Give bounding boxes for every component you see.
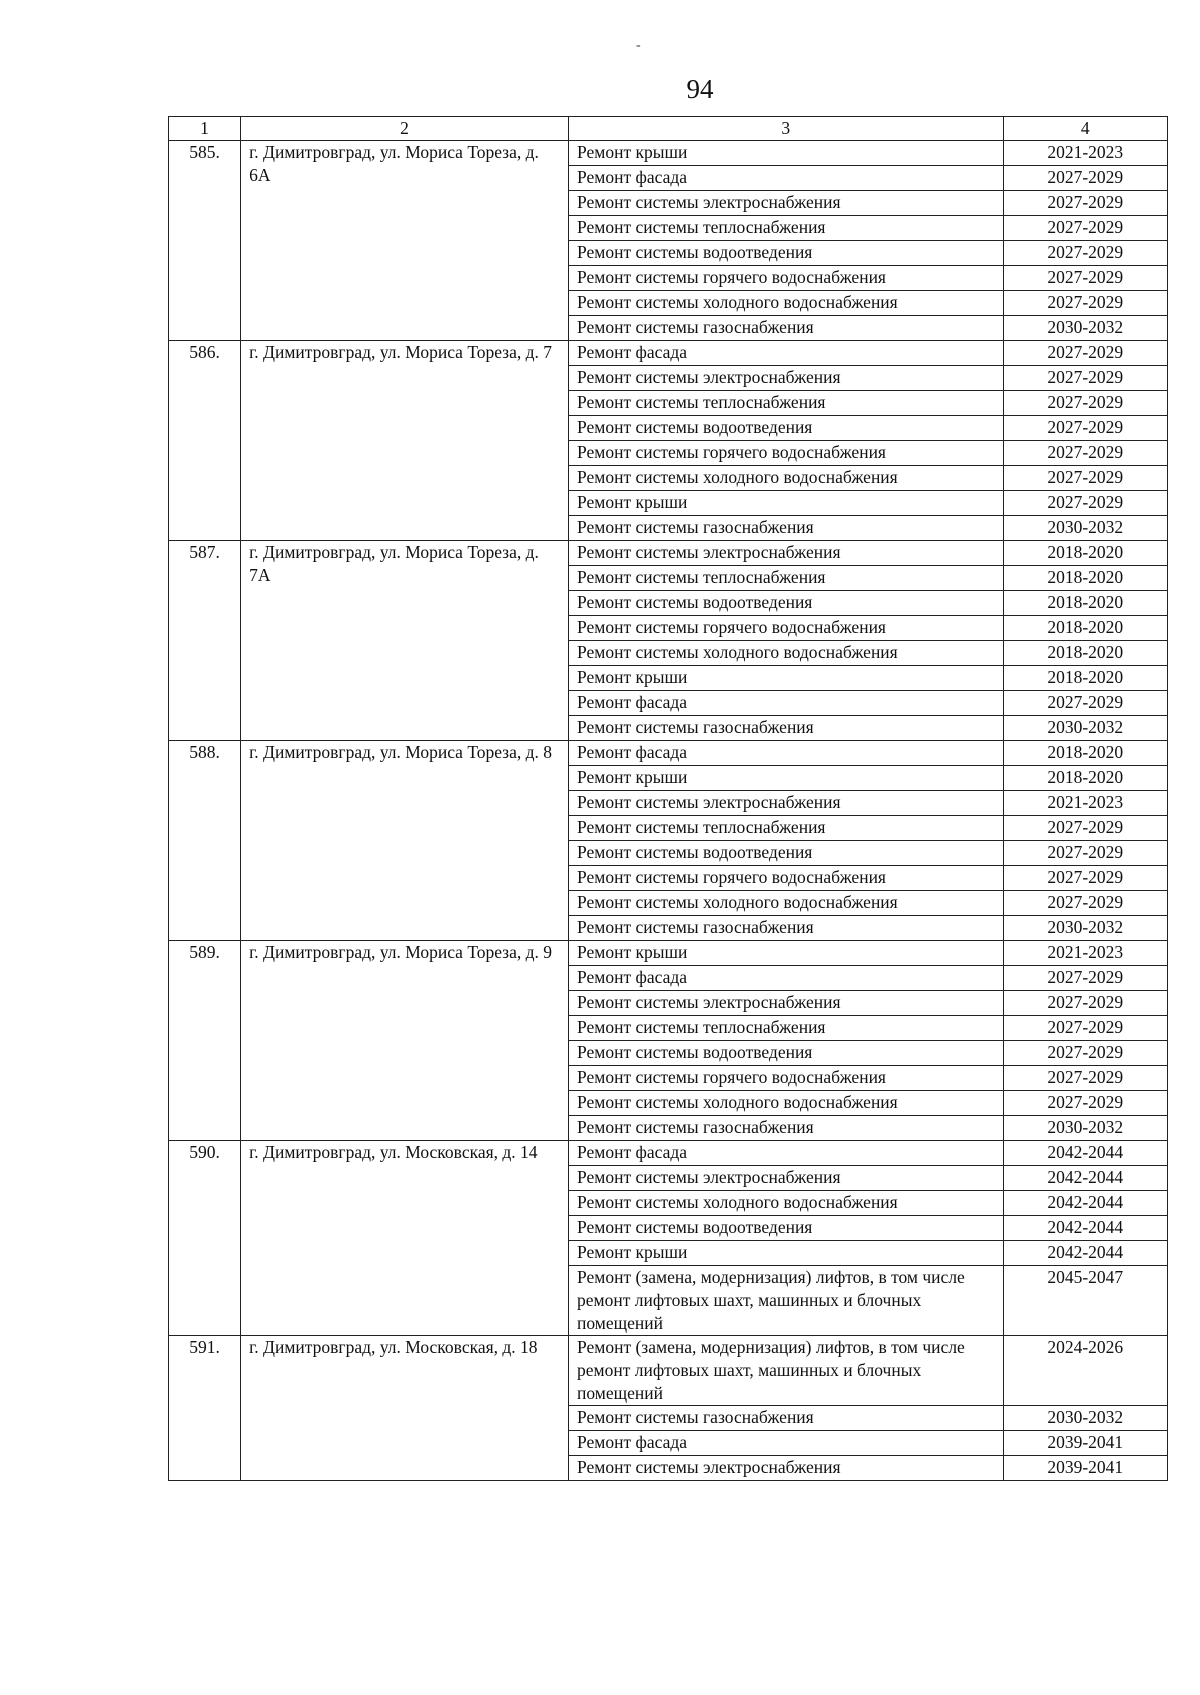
work-period: 2018-2020 xyxy=(1003,566,1167,591)
work-type: Ремонт системы холодного водоснабжения xyxy=(569,641,1004,666)
work-period: 2027-2029 xyxy=(1003,166,1167,191)
entry-address: г. Димитровград, ул. Мориса Тореза, д. 8 xyxy=(241,741,569,941)
entry-address: г. Димитровград, ул. Мориса Тореза, д. 7 xyxy=(241,341,569,541)
work-type: Ремонт системы горячего водоснабжения xyxy=(569,616,1004,641)
work-type: Ремонт системы холодного водоснабжения xyxy=(569,891,1004,916)
work-type: Ремонт системы водоотведения xyxy=(569,1216,1004,1241)
entry-number: 591. xyxy=(169,1336,241,1481)
work-period: 2030-2032 xyxy=(1003,716,1167,741)
work-period: 2030-2032 xyxy=(1003,316,1167,341)
table-header-row xyxy=(169,117,1168,141)
entry-number: 590. xyxy=(169,1141,241,1336)
work-period: 2027-2029 xyxy=(1003,691,1167,716)
work-type: Ремонт системы электроснабжения xyxy=(569,366,1004,391)
work-period: 2027-2029 xyxy=(1003,891,1167,916)
work-type: Ремонт крыши xyxy=(569,941,1004,966)
entry-number: 589. xyxy=(169,941,241,1141)
work-period: 2027-2029 xyxy=(1003,816,1167,841)
work-period: 2042-2044 xyxy=(1003,1166,1167,1191)
work-period: 2042-2044 xyxy=(1003,1241,1167,1266)
work-type: Ремонт системы электроснабжения xyxy=(569,541,1004,566)
work-period: 2039-2041 xyxy=(1003,1431,1167,1456)
column-header-1: 1 xyxy=(169,117,241,141)
table-row xyxy=(169,141,1168,166)
work-type: Ремонт фасада xyxy=(569,741,1004,766)
work-period: 2027-2029 xyxy=(1003,391,1167,416)
work-type: Ремонт системы водоотведения xyxy=(569,416,1004,441)
work-period: 2021-2023 xyxy=(1003,141,1167,166)
work-type: Ремонт крыши xyxy=(569,1241,1004,1266)
work-period: 2027-2029 xyxy=(1003,241,1167,266)
work-period: 2030-2032 xyxy=(1003,1406,1167,1431)
work-type: Ремонт системы холодного водоснабжения xyxy=(569,291,1004,316)
table-row xyxy=(169,541,1168,566)
entry-address: г. Димитровград, ул. Московская, д. 14 xyxy=(241,1141,569,1336)
entry-address: г. Димитровград, ул. Московская, д. 18 xyxy=(241,1336,569,1481)
work-type: Ремонт системы газоснабжения xyxy=(569,516,1004,541)
work-type: Ремонт фасада xyxy=(569,691,1004,716)
work-period: 2042-2044 xyxy=(1003,1141,1167,1166)
work-type: Ремонт фасада xyxy=(569,166,1004,191)
work-period: 2027-2029 xyxy=(1003,966,1167,991)
work-period: 2021-2023 xyxy=(1003,941,1167,966)
entry-address: г. Димитровград, ул. Мориса Тореза, д. 9 xyxy=(241,941,569,1141)
column-header-2: 2 xyxy=(241,117,569,141)
work-type: Ремонт системы электроснабжения xyxy=(569,791,1004,816)
work-period: 2027-2029 xyxy=(1003,366,1167,391)
work-period: 2027-2029 xyxy=(1003,1016,1167,1041)
work-type: Ремонт системы водоотведения xyxy=(569,591,1004,616)
work-type: Ремонт системы водоотведения xyxy=(569,841,1004,866)
work-type: Ремонт (замена, модернизация) лифтов, в том числе ремонт лифтовых шахт, машинных и блочных помещений xyxy=(569,1266,1004,1336)
work-type: Ремонт системы газоснабжения xyxy=(569,716,1004,741)
table-row xyxy=(169,741,1168,766)
work-period: 2018-2020 xyxy=(1003,641,1167,666)
work-type: Ремонт системы горячего водоснабжения xyxy=(569,266,1004,291)
repair-schedule-table xyxy=(168,116,1168,1481)
work-period: 2018-2020 xyxy=(1003,541,1167,566)
work-period: 2030-2032 xyxy=(1003,516,1167,541)
work-type: Ремонт системы газоснабжения xyxy=(569,1116,1004,1141)
work-period: 2027-2029 xyxy=(1003,416,1167,441)
entry-number: 587. xyxy=(169,541,241,741)
work-type: Ремонт крыши xyxy=(569,766,1004,791)
work-type: Ремонт фасада xyxy=(569,341,1004,366)
work-type: Ремонт системы холодного водоснабжения xyxy=(569,1191,1004,1216)
work-type: Ремонт системы горячего водоснабжения xyxy=(569,866,1004,891)
column-header-4: 4 xyxy=(1003,117,1167,141)
work-period: 2027-2029 xyxy=(1003,441,1167,466)
work-type: Ремонт фасада xyxy=(569,1141,1004,1166)
entry-address: г. Димитровград, ул. Мориса Тореза, д. 6А xyxy=(241,141,569,341)
work-type: Ремонт системы электроснабжения xyxy=(569,1166,1004,1191)
work-type: Ремонт системы водоотведения xyxy=(569,241,1004,266)
work-period: 2027-2029 xyxy=(1003,841,1167,866)
work-period: 2027-2029 xyxy=(1003,341,1167,366)
work-type: Ремонт системы электроснабжения xyxy=(569,191,1004,216)
work-type: Ремонт системы газоснабжения xyxy=(569,1406,1004,1431)
entry-number: 588. xyxy=(169,741,241,941)
entry-number: 585. xyxy=(169,141,241,341)
work-type: Ремонт системы холодного водоснабжения xyxy=(569,466,1004,491)
work-period: 2042-2044 xyxy=(1003,1191,1167,1216)
work-period: 2018-2020 xyxy=(1003,766,1167,791)
work-period: 2027-2029 xyxy=(1003,1091,1167,1116)
work-type: Ремонт крыши xyxy=(569,666,1004,691)
entry-number: 586. xyxy=(169,341,241,541)
work-type: Ремонт системы теплоснабжения xyxy=(569,566,1004,591)
work-type: Ремонт системы теплоснабжения xyxy=(569,391,1004,416)
column-header-3: 3 xyxy=(569,117,1004,141)
table-body xyxy=(169,141,1168,1481)
work-period: 2027-2029 xyxy=(1003,1041,1167,1066)
work-period: 2027-2029 xyxy=(1003,1066,1167,1091)
work-type: Ремонт системы горячего водоснабжения xyxy=(569,1066,1004,1091)
work-type: Ремонт фасада xyxy=(569,1431,1004,1456)
work-period: 2027-2029 xyxy=(1003,491,1167,516)
work-period: 2027-2029 xyxy=(1003,866,1167,891)
work-type: Ремонт системы электроснабжения xyxy=(569,1456,1004,1481)
work-period: 2045-2047 xyxy=(1003,1266,1167,1336)
work-period: 2042-2044 xyxy=(1003,1216,1167,1241)
work-type: Ремонт системы газоснабжения xyxy=(569,316,1004,341)
work-type: Ремонт системы водоотведения xyxy=(569,1041,1004,1066)
work-period: 2018-2020 xyxy=(1003,741,1167,766)
work-type: Ремонт фасада xyxy=(569,966,1004,991)
work-type: Ремонт системы теплоснабжения xyxy=(569,1016,1004,1041)
table-row xyxy=(169,1336,1168,1406)
work-period: 2018-2020 xyxy=(1003,666,1167,691)
work-type: Ремонт (замена, модернизация) лифтов, в том числе ремонт лифтовых шахт, машинных и блочных помещений xyxy=(569,1336,1004,1406)
table-row xyxy=(169,341,1168,366)
work-type: Ремонт системы электроснабжения xyxy=(569,991,1004,1016)
table-row xyxy=(169,1141,1168,1166)
work-period: 2027-2029 xyxy=(1003,266,1167,291)
work-period: 2039-2041 xyxy=(1003,1456,1167,1481)
work-type: Ремонт крыши xyxy=(569,141,1004,166)
work-period: 2027-2029 xyxy=(1003,191,1167,216)
page-number: 94 xyxy=(686,74,714,104)
work-period: 2030-2032 xyxy=(1003,916,1167,941)
work-period: 2024-2026 xyxy=(1003,1336,1167,1406)
work-period: 2030-2032 xyxy=(1003,1116,1167,1141)
work-type: Ремонт системы горячего водоснабжения xyxy=(569,441,1004,466)
work-period: 2027-2029 xyxy=(1003,291,1167,316)
table-row xyxy=(169,941,1168,966)
work-type: Ремонт крыши xyxy=(569,491,1004,516)
work-period: 2018-2020 xyxy=(1003,616,1167,641)
work-type: Ремонт системы холодного водоснабжения xyxy=(569,1091,1004,1116)
work-period: 2027-2029 xyxy=(1003,216,1167,241)
work-type: Ремонт системы газоснабжения xyxy=(569,916,1004,941)
work-period: 2021-2023 xyxy=(1003,791,1167,816)
entry-address: г. Димитровград, ул. Мориса Тореза, д. 7А xyxy=(241,541,569,741)
work-period: 2027-2029 xyxy=(1003,466,1167,491)
work-type: Ремонт системы теплоснабжения xyxy=(569,816,1004,841)
scan-speck: - xyxy=(636,38,641,53)
work-period: 2018-2020 xyxy=(1003,591,1167,616)
work-type: Ремонт системы теплоснабжения xyxy=(569,216,1004,241)
work-period: 2027-2029 xyxy=(1003,991,1167,1016)
